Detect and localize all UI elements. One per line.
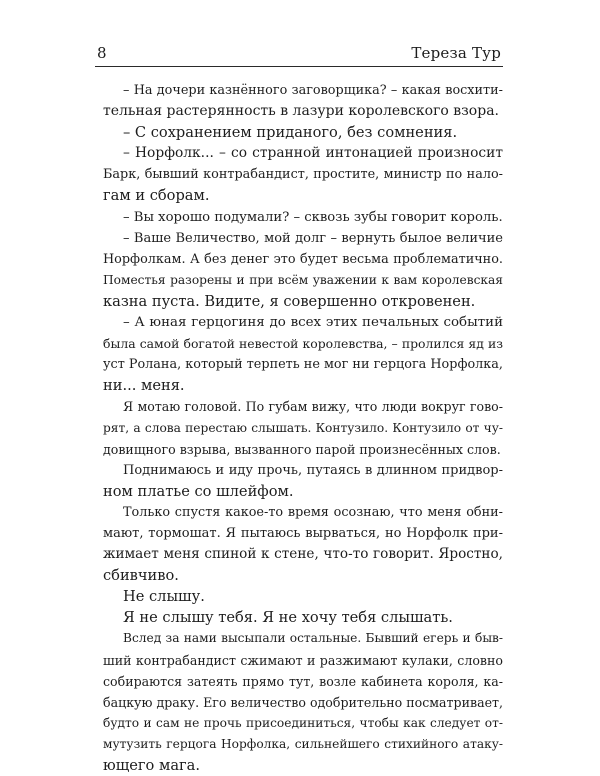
text-line: Я не слышу тебя. Я не хочу тебя слышать. xyxy=(123,609,453,627)
body-text xyxy=(103,80,503,776)
text-line: ший контрабандист сжимают и разжимают кулаки, словно xyxy=(103,652,503,668)
text-line: довищного взрыва, вызванного парой произнесённых слов. xyxy=(103,441,501,457)
text-line: жимает меня спиной к стене, что-то говорит. Яростно, xyxy=(103,546,503,563)
text-line: бацкую драку. Его величество одобрительно посматривает, xyxy=(103,694,503,710)
text-line: Только спустя какое-то время осознаю, что меня обни- xyxy=(123,504,503,520)
text-line: будто и сам не прочь присоединиться, чтобы как следует от- xyxy=(103,715,503,730)
text-line: казна пуста. Видите, я совершенно откровенен. xyxy=(103,292,476,310)
text-line: – Вы хорошо подумали? – сквозь зубы говорит король. xyxy=(123,209,503,225)
text-line: гам и сборам. xyxy=(103,187,210,205)
running-head xyxy=(95,42,503,67)
text-line: Я мотаю головой. По губам вижу, что люди вокруг гово- xyxy=(123,399,503,415)
text-line: – Ваше Величество, мой долг – вернуть былое величие xyxy=(123,230,503,246)
text-line: Вслед за нами высыпали остальные. Бывший егерь и быв- xyxy=(123,631,503,646)
text-line: Поднимаюсь и иду прочь, путаясь в длинном придвор- xyxy=(123,462,503,478)
text-line: рят, а слова перестаю слышать. Контузило. Контузило от чу- xyxy=(103,420,503,435)
text-line: тельная растерянность в лазури королевского взора. xyxy=(103,103,499,120)
text-line: мутузить герцога Норфолка, сильнейшего стихийного атаку- xyxy=(103,736,503,751)
text-line: уст Ролана, который терпеть не мог ни герцога Норфолка, xyxy=(103,357,503,373)
text-line: Барк, бывший контрабандист, простите, министр по нало- xyxy=(103,167,503,183)
text-line: ющего мага. xyxy=(103,757,201,774)
text-line: – А юная герцогиня до всех этих печальных событий xyxy=(123,315,503,331)
text-line: Не слышу. xyxy=(123,588,205,606)
text-line: мают, тормошат. Я пытаюсь вырваться, но Норфолк при- xyxy=(103,525,503,541)
text-line: сбивчиво. xyxy=(103,567,179,585)
text-line: – На дочери казнённого заговорщика? – какая восхити- xyxy=(123,83,503,98)
text-line: была самой богатой невестой королевства, – пролился яд из xyxy=(103,336,503,352)
text-line: ном платье со шлейфом. xyxy=(103,482,294,500)
text-line: – С сохранением приданого, без сомнения. xyxy=(123,124,458,142)
text-line: собираются затеять прямо тут, возле кабинета короля, ка- xyxy=(103,673,503,689)
text-line: ни... меня. xyxy=(103,377,185,395)
running-title: Тереза Тур xyxy=(411,44,501,62)
text-line: – Норфолк... – со странной интонацией произносит xyxy=(123,145,503,162)
text-line: Поместья разорены и при всём уважении к вам королевская xyxy=(103,272,503,287)
page-number: 8 xyxy=(97,44,107,62)
text-line: Норфолкам. А без денег это будет весьма проблематично. xyxy=(103,251,503,267)
